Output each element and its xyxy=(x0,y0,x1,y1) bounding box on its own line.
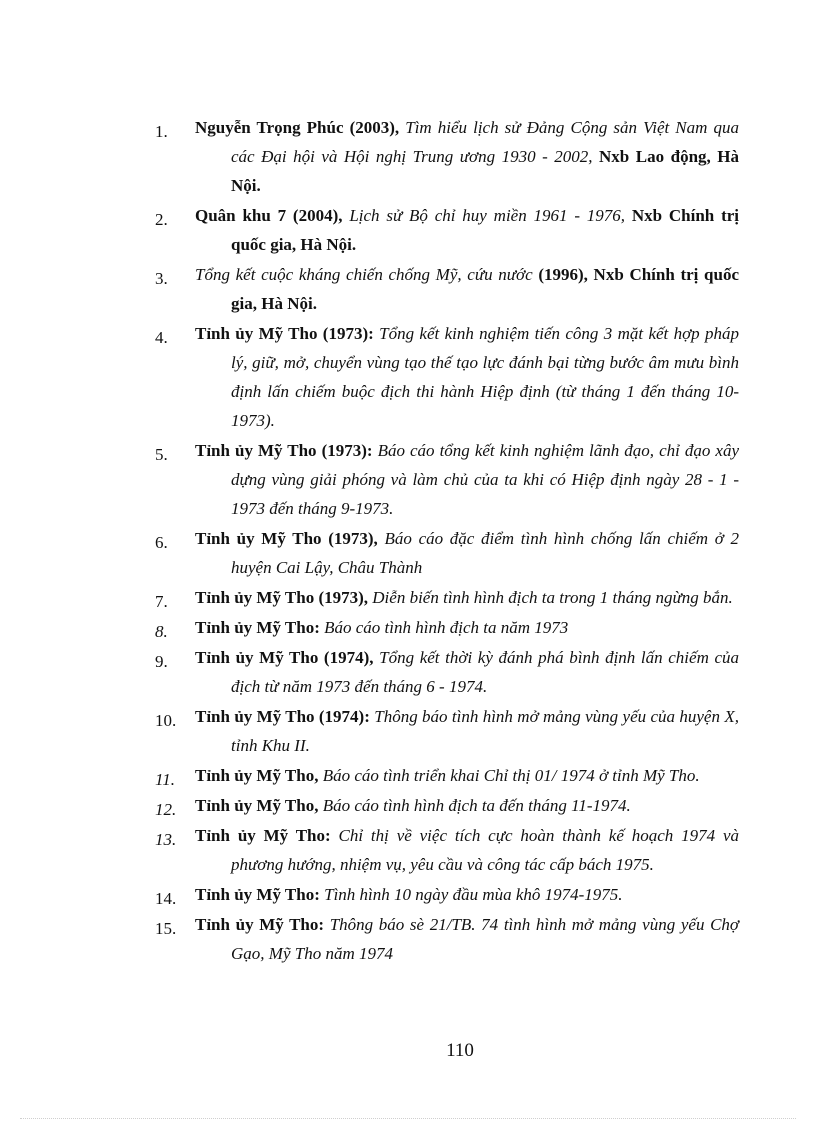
reference-text xyxy=(195,761,739,790)
reference-title: Báo cáo tình triển khai Chỉ thị 01/ 1974 ở tỉnh Mỹ Tho. xyxy=(322,766,700,785)
reference-title: Tổng kết kinh nghiệm tiến công 3 mặt kết hợp pháp lý, giữ, mở, chuyển vùng tạo thế tạo lực đánh bại từng bước âm mưu bình định lấn chiếm buộc địch thi hành Hiệp định (từ tháng 1 đến tháng 10-1973). xyxy=(231,324,740,430)
reference-number: 15. xyxy=(155,919,177,938)
reference-item xyxy=(155,583,739,612)
reference-item xyxy=(155,643,739,701)
reference-title: Diễn biến tình hình địch ta trong 1 tháng ngừng bắn. xyxy=(372,588,733,607)
reference-item xyxy=(155,702,739,760)
reference-text xyxy=(195,201,739,259)
reference-title: Chỉ thị về việc tích cực hoàn thành kế hoạch 1974 và phương hướng, nhiệm vụ, yêu cầu và công tác cấp bách 1975. xyxy=(231,826,739,874)
reference-publisher: (1996), Nxb Chính trị quốc gia, Hà Nội. xyxy=(231,265,739,313)
reference-number: 9. xyxy=(155,652,168,671)
reference-text xyxy=(195,260,739,318)
reference-author: Quân khu 7 (2004), xyxy=(195,206,343,225)
reference-number: 10. xyxy=(155,711,177,730)
reference-item xyxy=(155,436,739,523)
reference-number: 11. xyxy=(155,770,175,789)
reference-author: Tỉnh ủy Mỹ Tho: xyxy=(195,885,320,904)
page-number: 110 xyxy=(446,1040,474,1061)
reference-item xyxy=(155,113,739,200)
reference-title: Thông báo sè 21/TB. 74 tình hình mở mảng vùng yếu Chợ Gạo, Mỹ Tho năm 1974 xyxy=(231,915,739,963)
reference-number: 5. xyxy=(155,445,168,464)
reference-item xyxy=(155,319,739,435)
reference-publisher: Nxb Lao động, Hà Nội. xyxy=(231,147,739,195)
reference-number: 3. xyxy=(155,269,168,288)
reference-item xyxy=(155,613,739,642)
reference-title: Báo cáo tổng kết kinh nghiệm lãnh đạo, chỉ đạo xây dựng vùng giải phóng và làm chủ của ta khi có Hiệp định ngày 28 - 1 - 1973 đến tháng 9-1973. xyxy=(231,441,739,518)
reference-text xyxy=(195,613,739,642)
reference-text xyxy=(195,702,739,760)
reference-item xyxy=(155,201,739,259)
reference-item xyxy=(155,791,739,820)
reference-author: Tỉnh ủy Mỹ Tho (1974): xyxy=(195,707,370,726)
reference-author: Tỉnh ủy Mỹ Tho: xyxy=(195,826,331,845)
reference-title: Tìm hiểu lịch sử Đảng Cộng sản Việt Nam qua các Đại hội và Hội nghị Trung ương 1930 - 2002, xyxy=(231,118,739,166)
reference-item xyxy=(155,910,739,968)
reference-title: Báo cáo tình hình địch ta đến tháng 11-1974. xyxy=(322,796,631,815)
reference-title: Báo cáo tình hình địch ta năm 1973 xyxy=(324,618,569,637)
reference-publisher: Nxb Chính trị quốc gia, Hà Nội. xyxy=(231,206,740,254)
reference-author: Tỉnh ủy Mỹ Tho (1973), xyxy=(195,529,378,548)
reference-item xyxy=(155,821,739,879)
reference-number: 6. xyxy=(155,533,168,552)
reference-text xyxy=(195,524,739,582)
reference-author: Tỉnh ủy Mỹ Tho: xyxy=(195,618,320,637)
reference-title: Báo cáo đặc điểm tình hình chống lấn chiếm ở 2 huyện Cai Lậy, Châu Thành xyxy=(231,529,740,577)
reference-item xyxy=(155,880,739,909)
reference-text xyxy=(195,583,739,612)
reference-title: Lịch sử Bộ chỉ huy miền 1961 - 1976, xyxy=(349,206,626,225)
reference-text xyxy=(195,880,739,909)
reference-number: 4. xyxy=(155,328,168,347)
reference-text xyxy=(195,436,739,523)
reference-item xyxy=(155,260,739,318)
reference-author: Tỉnh ủy Mỹ Tho, xyxy=(195,796,319,815)
reference-author: Tỉnh ủy Mỹ Tho (1973): xyxy=(195,324,374,343)
reference-title: Tình hình 10 ngày đầu mùa khô 1974-1975. xyxy=(324,885,623,904)
reference-text xyxy=(195,910,739,968)
reference-title: Tổng kết cuộc kháng chiến chống Mỹ, cứu nước xyxy=(195,265,533,284)
reference-number: 12. xyxy=(155,800,177,819)
reference-number: 2. xyxy=(155,210,168,229)
reference-number: 14. xyxy=(155,889,177,908)
reference-title: Tổng kết thời kỳ đánh phá bình định lấn chiếm của địch từ năm 1973 đến tháng 6 - 1974. xyxy=(231,648,740,696)
reference-list xyxy=(155,113,739,969)
reference-item xyxy=(155,524,739,582)
reference-number: 13. xyxy=(155,830,177,849)
reference-item xyxy=(155,761,739,790)
reference-author: Nguyễn Trọng Phúc (2003), xyxy=(195,118,400,137)
reference-text xyxy=(195,791,739,820)
reference-number: 7. xyxy=(155,592,168,611)
reference-author: Tỉnh ủy Mỹ Tho (1974), xyxy=(195,648,374,667)
reference-author: Tỉnh ủy Mỹ Tho (1973): xyxy=(195,441,373,460)
reference-text xyxy=(195,113,739,200)
reference-number: 1. xyxy=(155,122,168,141)
reference-author: Tỉnh ủy Mỹ Tho, xyxy=(195,766,319,785)
reference-author: Tỉnh ủy Mỹ Tho (1973), xyxy=(195,588,369,607)
reference-author: Tỉnh ủy Mỹ Tho: xyxy=(195,915,325,934)
reference-text xyxy=(195,643,739,701)
reference-title: Thông báo tình hình mở mảng vùng yếu của huyện X, tỉnh Khu II. xyxy=(231,707,739,755)
reference-text xyxy=(195,821,739,879)
reference-text xyxy=(195,319,739,435)
footer-divider xyxy=(20,1118,796,1119)
reference-number: 8. xyxy=(155,622,168,641)
